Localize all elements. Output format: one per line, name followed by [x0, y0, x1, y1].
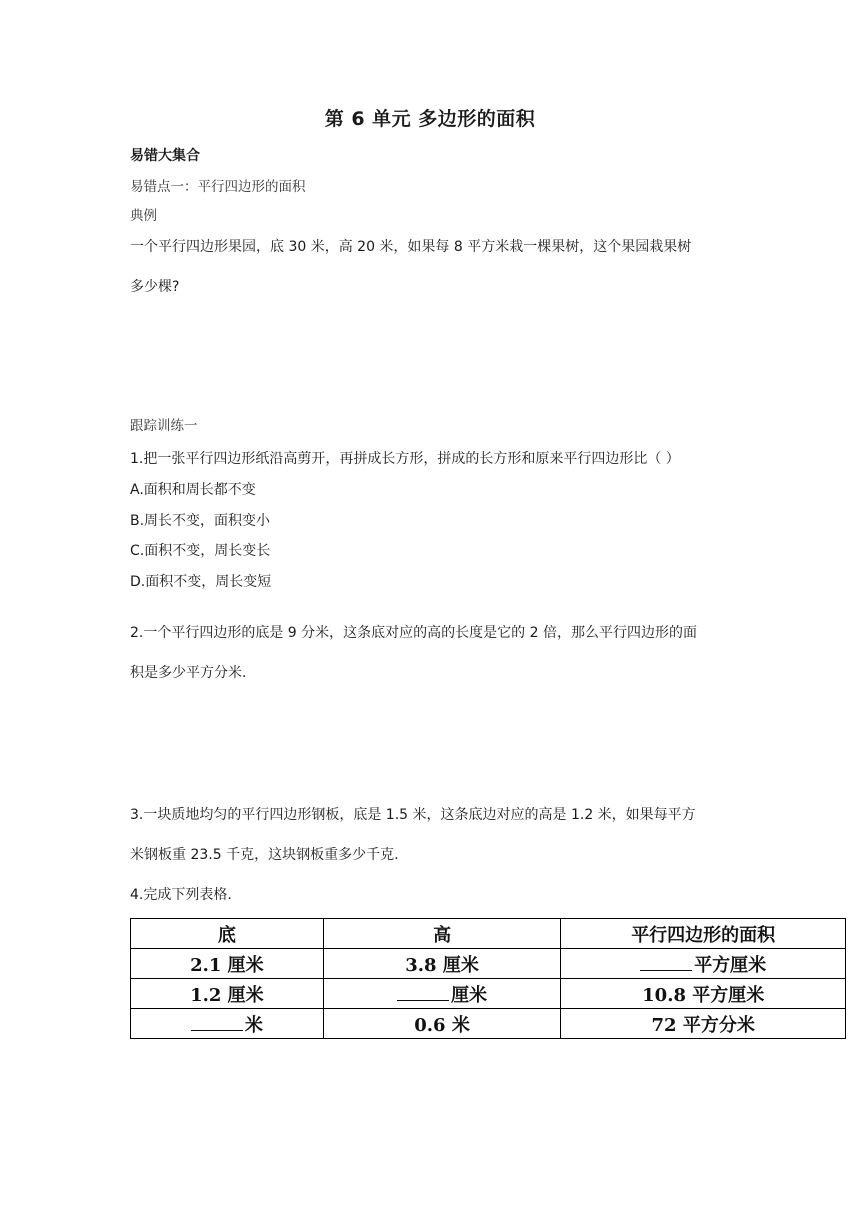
question-1-stem: 1.把一张平行四边形纸沿高剪开，再拼成长方形，拼成的长方形和原来平行四边形比（ ）	[130, 451, 680, 467]
question-1-option-b: B.周长不变，面积变小	[130, 513, 271, 529]
table-row	[131, 1009, 846, 1039]
answer-blank[interactable]	[191, 1014, 243, 1031]
question-1-option-a: A.面积和周长都不变	[130, 482, 256, 498]
cell-base-unit: 米	[244, 1014, 263, 1036]
cell-base: 1.2 厘米	[131, 979, 324, 1009]
header-base: 底	[131, 919, 324, 949]
cell-height: 3.8 厘米	[323, 949, 561, 979]
example-text-line1: 一个平行四边形果园，底 30 米，高 20 米，如果每 8 平方米栽一棵果树，这个果园栽果树	[130, 239, 692, 255]
cell-base	[131, 1009, 324, 1039]
answer-blank[interactable]	[397, 984, 449, 1001]
cell-area	[561, 949, 846, 979]
example-label: 典例	[130, 208, 157, 224]
cell-area-unit: 平方厘米	[694, 954, 767, 976]
example-text-line2: 多少棵?	[130, 279, 180, 295]
table-row	[131, 949, 846, 979]
cell-height	[323, 979, 561, 1009]
question-2-line1: 2.一个平行四边形的底是 9 分米，这条底对应的高的长度是它的 2 倍，那么平行四边形的面	[130, 625, 697, 641]
header-height: 高	[323, 919, 561, 949]
question-2-line2: 积是多少平方分米.	[130, 665, 247, 681]
table-row	[131, 979, 846, 1009]
parallelogram-table	[130, 918, 846, 1039]
cell-height: 0.6 米	[323, 1009, 561, 1039]
cell-area: 10.8 平方厘米	[561, 979, 846, 1009]
cell-base: 2.1 厘米	[131, 949, 324, 979]
header-area: 平行四边形的面积	[561, 919, 846, 949]
cell-area: 72 平方分米	[561, 1009, 846, 1039]
question-1-option-c: C.面积不变，周长变长	[130, 543, 271, 559]
table-header-row	[131, 919, 846, 949]
answer-blank[interactable]	[640, 954, 692, 971]
error-point-heading: 易错点一：平行四边形的面积	[130, 179, 306, 195]
question-3-line2: 米钢板重 23.5 千克，这块钢板重多少千克.	[130, 847, 399, 863]
page-title: 第 6 单元 多边形的面积	[324, 108, 536, 130]
section-heading: 易错大集合	[130, 148, 200, 164]
question-1-option-d: D.面积不变，周长变短	[130, 574, 272, 590]
question-3-line1: 3.一块质地均匀的平行四边形钢板，底是 1.5 米，这条底边对应的高是 1.2 米，如果每平方	[130, 807, 696, 823]
cell-height-unit: 厘米	[451, 984, 488, 1006]
question-4-stem: 4.完成下列表格.	[130, 887, 232, 903]
practice-label: 跟踪训练一	[130, 418, 198, 434]
